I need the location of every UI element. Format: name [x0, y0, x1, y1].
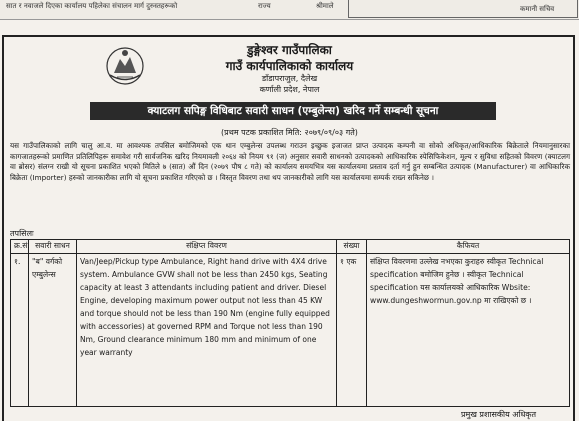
cell-remarks: संक्षिप्त विवरणमा उल्लेख नभएका कुराहरु स्वीकृत Technical specification बमोजिम हुनेछ । स्वीकृत Technical specification यस कार्यालयको आधिकारिक Wbsite: www.dungeshwormun.gov.np मा राखिएको छ । — [367, 254, 570, 407]
previous-notice-text: सात र नवाजले दिएका कार्यालय पहिलेका संचालन मार्ग दुरुस्तहरूको — [6, 2, 178, 10]
cell-quantity: १ एक — [337, 254, 367, 407]
previous-notice-col-a: राज्य — [258, 2, 271, 10]
header-vehicle: सवारी साधन — [29, 240, 77, 254]
details-label: तपसिलः — [10, 229, 34, 238]
specification-table — [10, 239, 570, 407]
previous-notice-col-b: श्रीमाले — [316, 2, 334, 10]
header-serial: क्र.सं. — [11, 240, 29, 254]
cell-description: Van/Jeep/Pickup type Ambulance, Right hand drive with 4X4 drive system. Ambulance GVW shall not be less than 2450 kgs, Seating capacity at least 3 attendants including patient and driver. Diesel Engine, developing maximum power output not less than 45 KW and torque should not be less than 190 Nm (engine fully equipped with accessories) at governed RPM and Torque not less than 190 Nm, Ground clearance minimum 180 mm and minimum of one year warranty — [77, 254, 337, 407]
office-name: गाउँ कार्यपालिकाको कार्यालय — [225, 59, 354, 73]
table-header-row — [11, 240, 570, 254]
header-remarks: कैफियत — [367, 240, 570, 254]
divider — [0, 19, 579, 20]
header-quantity: संख्या — [337, 240, 367, 254]
first-publication-date: (प्रथम पटक प्रकाशित मिति: २०७९/०९/०३ गते) — [221, 128, 358, 137]
office-province: कर्णाली प्रदेश, नेपाल — [259, 85, 320, 94]
table-row — [11, 254, 570, 407]
signoff-officer: प्रमुख प्रशासकीय अधिकृत — [461, 410, 537, 419]
header-description: संक्षिप्त विवरण — [77, 240, 337, 254]
previous-notice-strip — [0, 0, 579, 20]
notice-title: क्याटलग सपिङ्ग विधिबाट सवारी साधन (एम्बुलेन्स) खरिद गर्ने सम्बन्धी सूचना — [90, 102, 496, 120]
notice-body: यस गाउँपालिकाको लागि चालु आ.व. मा आवश्यक तपसिल बमोजिमको एक थान एम्बुलेन्स उपलब्ध गराउन इच्छुक इजाजत प्राप्त उत्पादक कम्पनी वा सोको अधिकृत/आधिकारिक बिक्रेताले नियमानुसारका कागजातहरूको प्रमाणित प्रतिलिपिहरू समावेश गरी सार्वजनिक खरिद नियमावली २०६४ को नियम ९१ (ज) अनुसार सवारी साधनको उत्पादकको आधिकारिक स्पेसिफिकेशन, मूल्य र सुविधा सहितको विवरण (क्याटलग वा ब्रोसर) संलग्न राखी यो सूचना प्रकाशित भएको मितिले ७ (सात) औं दिन (२०७९ पौष ८ गते) को कार्यालय समयभित्र यस कार्यालयमा प्रस्ताव दर्ता गर्नु हुन सम्बन्धित उत्पादक (Manufacturer) वा आधिकारिक बिक्रेता (Importer) हरुको जानकारीका लागि यो सूचना प्रकाशित गरिएको छ । विस्तृत विवरण तथा थप जानकारीको लागि यस कार्यालयमा सम्पर्क राख्न सकिनेछ । — [10, 141, 570, 183]
previous-notice-signoff: कमानी सचिव — [520, 5, 555, 13]
cell-vehicle: "ब" वर्गको एम्बुलेन्स — [29, 254, 77, 407]
office-location: डाँडापराजुल, दैलेख — [261, 74, 318, 83]
municipality-name: डुङ्गेश्वर गाउँपालिका — [247, 43, 332, 57]
cell-serial: १. — [11, 254, 29, 407]
